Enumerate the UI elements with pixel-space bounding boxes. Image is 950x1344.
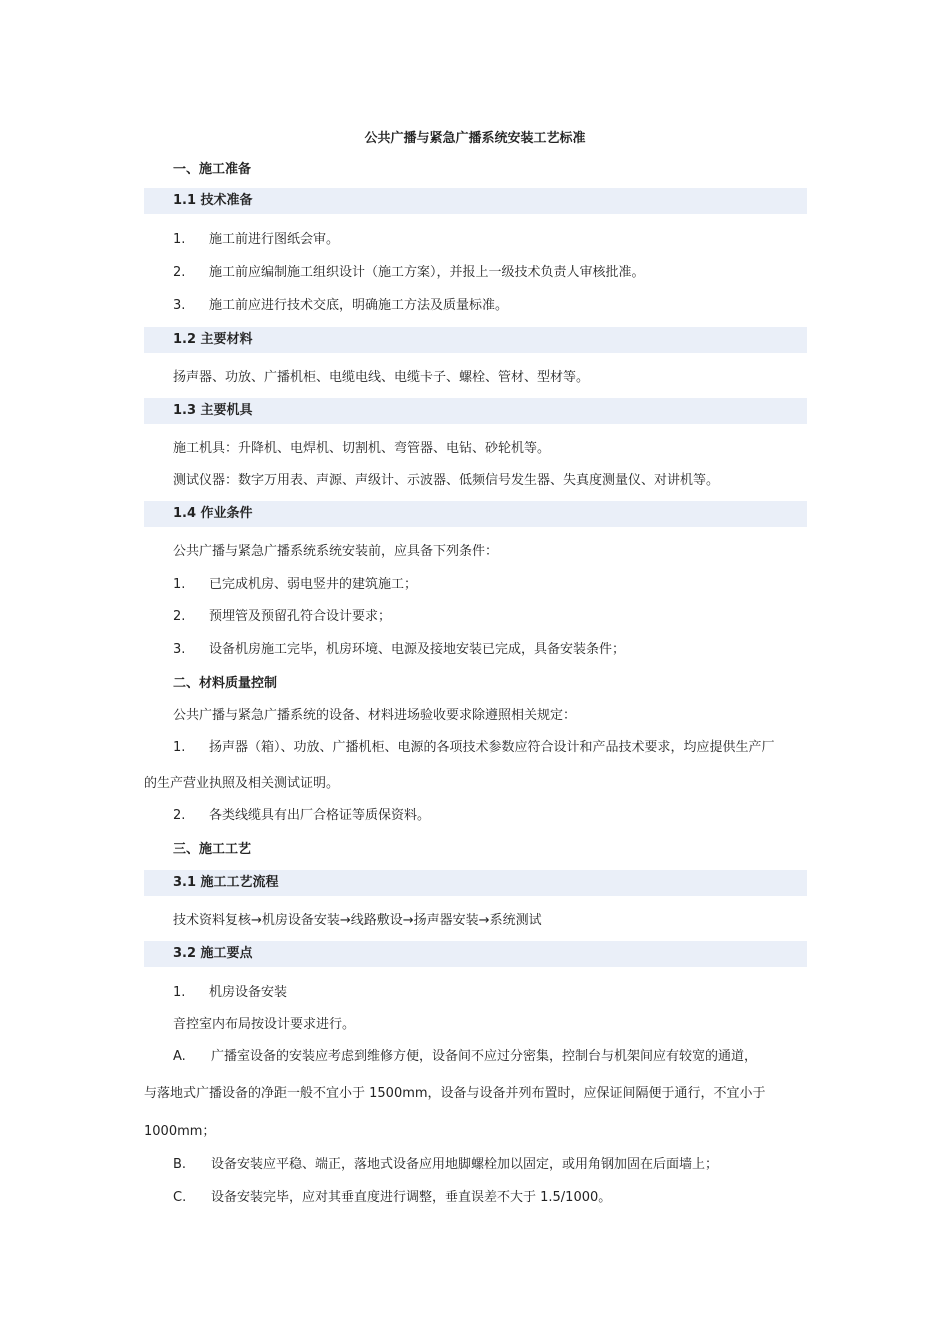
list-item-continuation: 与落地式广播设备的净距一般不宜小于 1500mm，设备与设备并列布置时，应保证间隔便于通行，不宜小于 xyxy=(144,1086,766,1101)
subsection-title: 1.2 主要材料 xyxy=(173,332,253,347)
subsection-title: 3.1 施工工艺流程 xyxy=(173,875,279,890)
list-item: 2. 各类线缆具有出厂合格证等质保资料。 xyxy=(173,808,431,823)
list-item: 2. 预埋管及预留孔符合设计要求； xyxy=(173,609,392,624)
paragraph: 音控室内布局按设计要求进行。 xyxy=(173,1017,356,1032)
list-item: 3. 设备机房施工完毕，机房环境、电源及接地安装已完成，具备安装条件； xyxy=(173,642,626,657)
list-item: B. 设备安装应平稳、端正，落地式设备应用地脚螺栓加以固定，或用角钢加固在后面墙上； xyxy=(173,1157,719,1172)
paragraph: 施工机具：升降机、电焊机、切割机、弯管器、电钻、砂轮机等。 xyxy=(173,441,551,456)
subsection-band-1-3 xyxy=(144,398,807,424)
list-item-continuation: 的生产营业执照及相关测试证明。 xyxy=(144,776,340,791)
list-item: 1. 施工前进行图纸会审。 xyxy=(173,232,340,247)
subsection-band-1-2 xyxy=(144,327,807,353)
paragraph: 扬声器、功放、广播机柜、电缆电线、电缆卡子、螺栓、管材、型材等。 xyxy=(173,370,590,385)
list-item: C. 设备安装完毕，应对其垂直度进行调整，垂直误差不大于 1.5/1000。 xyxy=(173,1190,612,1205)
subsection-band-1-1 xyxy=(144,188,807,214)
subsection-band-1-4 xyxy=(144,501,807,527)
subsection-title: 1.4 作业条件 xyxy=(173,506,253,521)
subsection-band-3-2 xyxy=(144,941,807,967)
paragraph: 公共广播与紧急广播系统系统安装前，应具备下列条件： xyxy=(173,544,499,559)
subsection-title: 1.3 主要机具 xyxy=(173,403,253,418)
list-item: 3. 施工前应进行技术交底，明确施工方法及质量标准。 xyxy=(173,298,509,313)
section-heading-3: 三、施工工艺 xyxy=(173,842,252,857)
subsection-band-3-1 xyxy=(144,870,807,896)
document-title: 公共广播与紧急广播系统安装工艺标准 xyxy=(364,131,586,146)
paragraph: 技术资料复核→机房设备安装→线路敷设→扬声器安装→系统测试 xyxy=(173,913,542,928)
paragraph: 测试仪器：数字万用表、声源、声级计、示波器、低频信号发生器、失真度测量仪、对讲机等。 xyxy=(173,473,720,488)
subsection-title: 3.2 施工要点 xyxy=(173,946,253,961)
section-heading-1: 一、施工准备 xyxy=(173,162,252,177)
list-item: 1. 扬声器（箱）、功放、广播机柜、电源的各项技术参数应符合设计和产品技术要求，均应提供生产厂 xyxy=(173,740,775,755)
list-item: 1. 机房设备安装 xyxy=(173,985,288,1000)
paragraph: 公共广播与紧急广播系统的设备、材料进场验收要求除遵照相关规定： xyxy=(173,708,577,723)
list-item-continuation: 1000mm； xyxy=(144,1124,216,1139)
list-item: 2. 施工前应编制施工组织设计（施工方案），并报上一级技术负责人审核批准。 xyxy=(173,265,645,280)
subsection-title: 1.1 技术准备 xyxy=(173,193,253,208)
list-item: A. 广播室设备的安装应考虑到维修方便，设备间不应过分密集，控制台与机架间应有较宽的通道， xyxy=(173,1049,758,1064)
section-heading-2: 二、材料质量控制 xyxy=(173,676,278,691)
list-item: 1. 已完成机房、弱电竖井的建筑施工； xyxy=(173,577,418,592)
